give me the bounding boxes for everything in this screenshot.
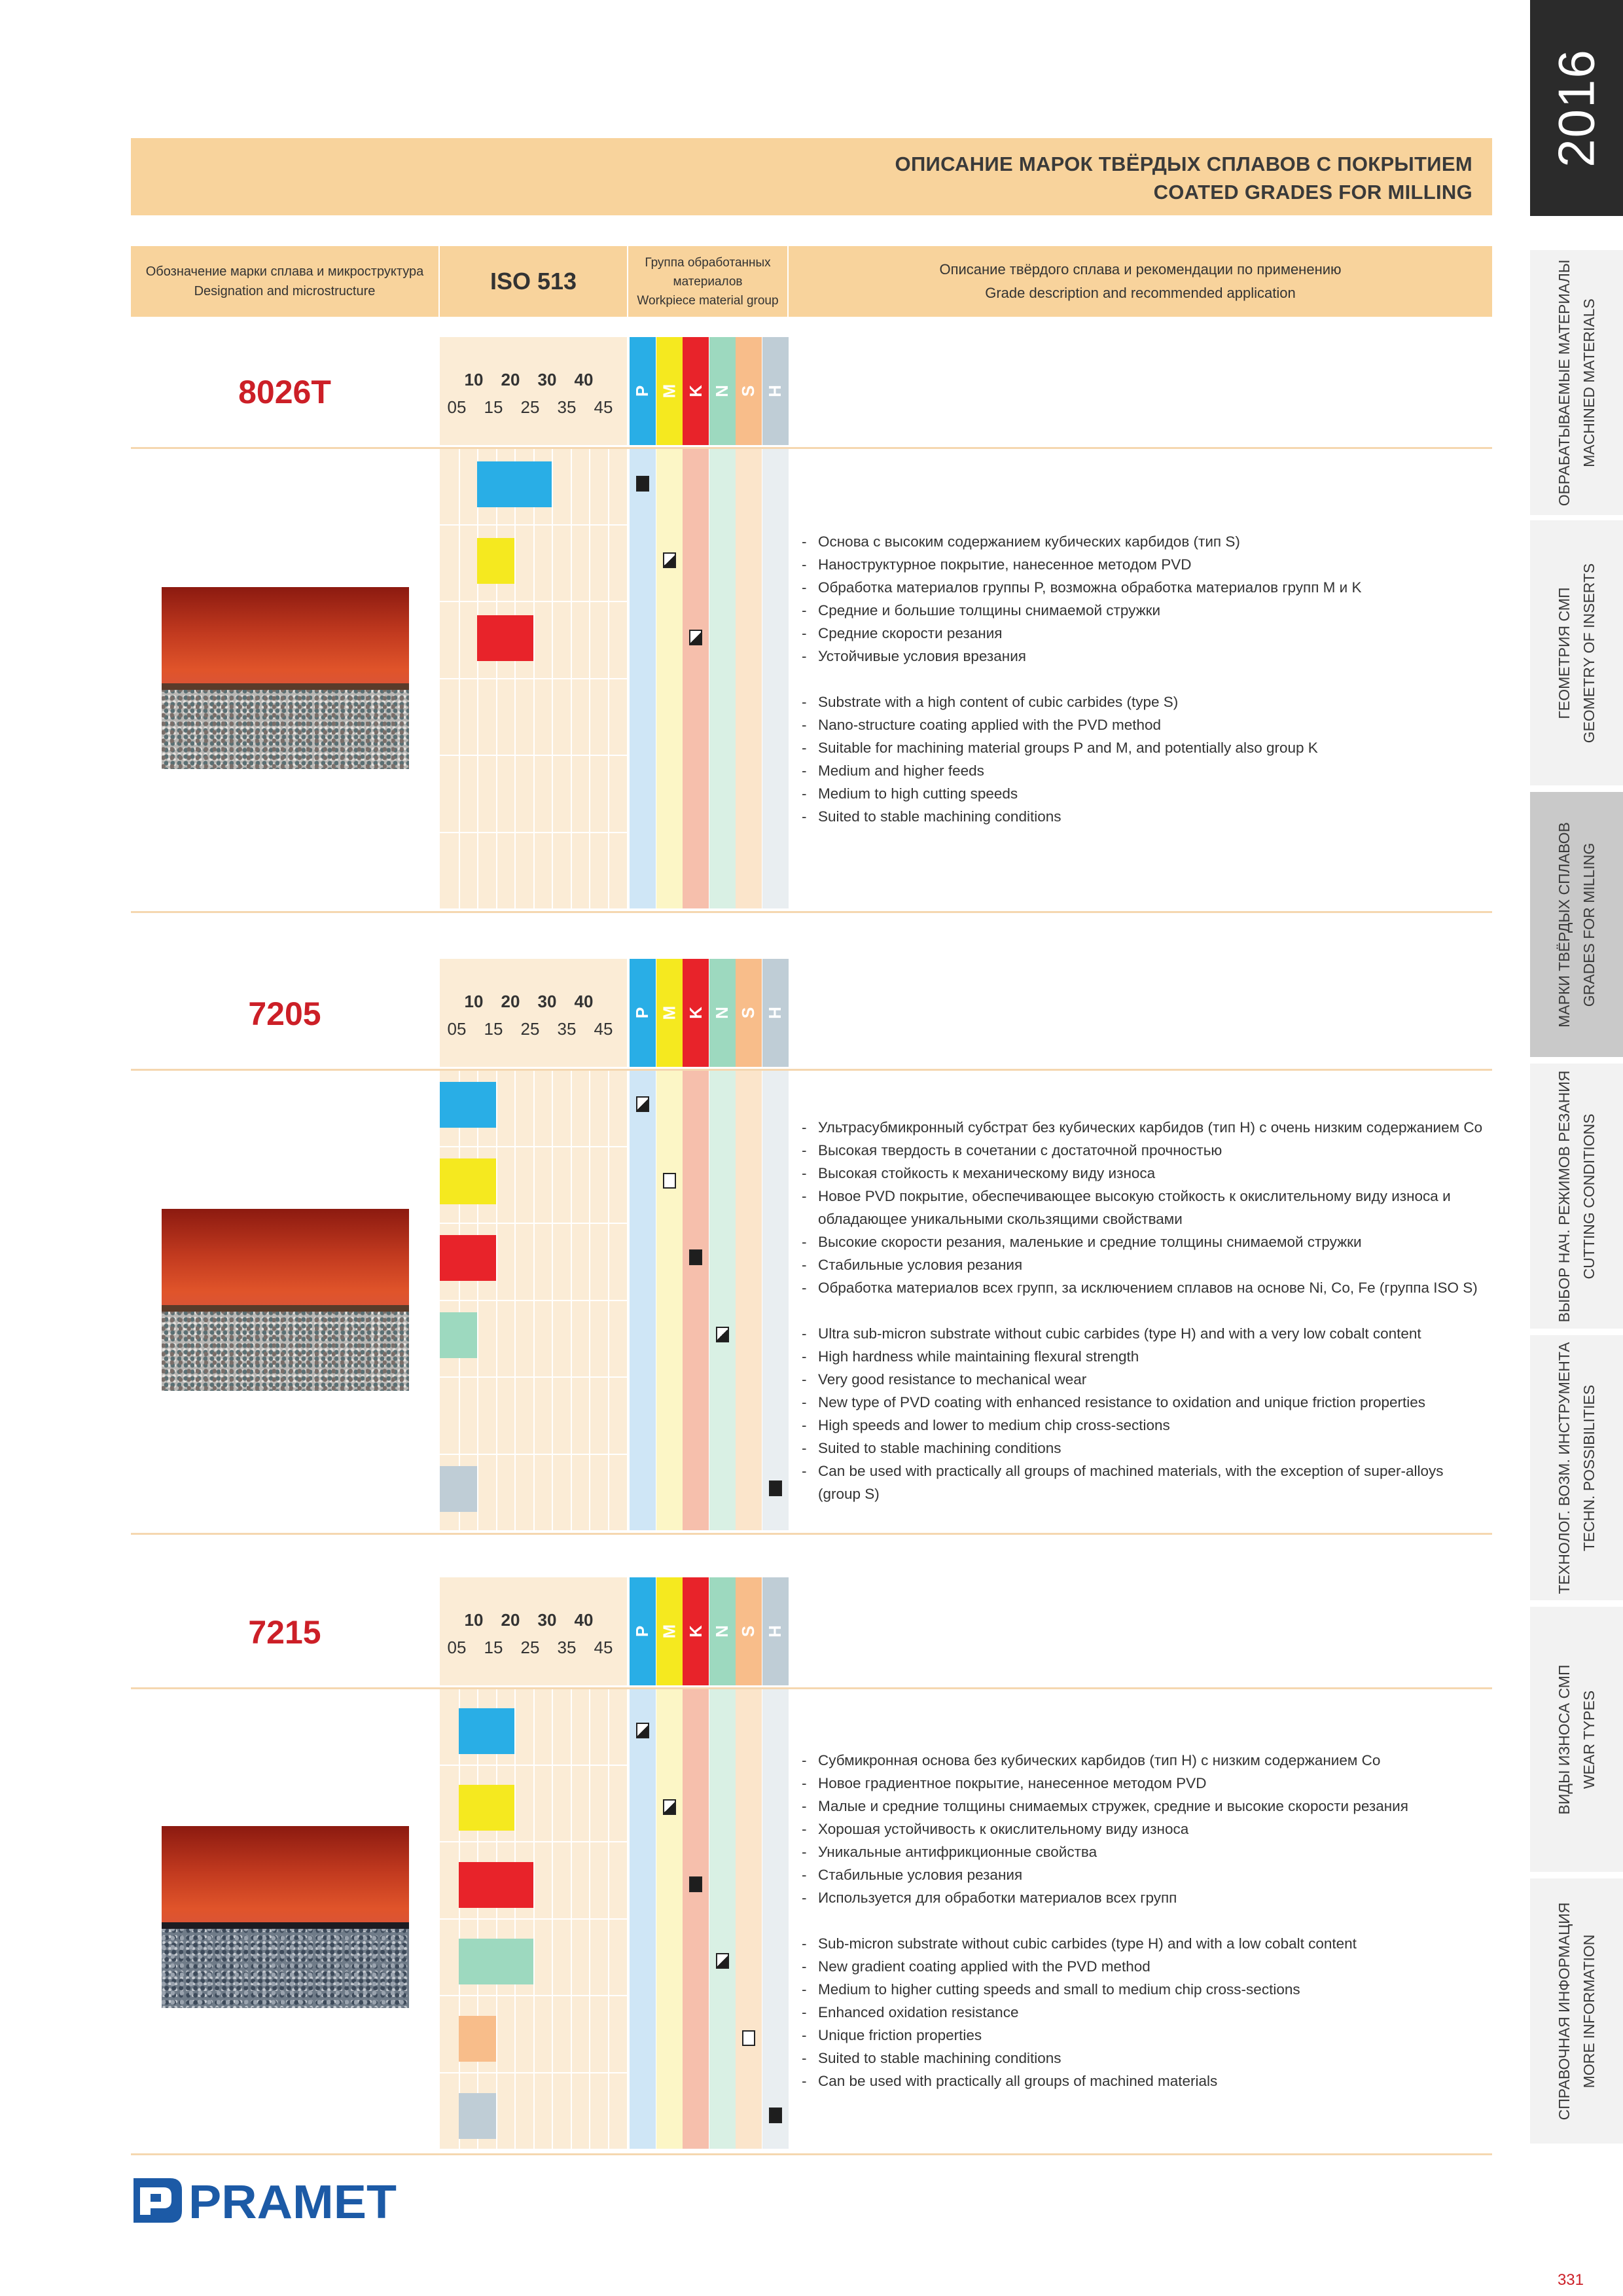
section-divider	[131, 1687, 1492, 1689]
description-ru-list	[802, 1116, 1489, 1299]
application-mark	[689, 630, 702, 645]
description-ru-list	[802, 530, 1489, 668]
material-group-letter: N	[712, 1007, 732, 1019]
material-group-column	[683, 1069, 709, 1530]
page-number: 331	[1557, 2271, 1584, 2289]
description-item: - Suited to stable machining conditions	[802, 1437, 1489, 1460]
iso-scale-tick: 10	[464, 370, 484, 389]
application-mark	[663, 552, 676, 568]
microstructure-image	[162, 587, 409, 769]
scale-header-bg	[440, 1577, 627, 1685]
description-item: - Very good resistance to mechanical wear	[802, 1368, 1489, 1391]
column-header-designation-en: Designation and microstructure	[194, 284, 376, 298]
grid-line	[440, 1376, 627, 1378]
material-group-letter: S	[738, 1007, 758, 1019]
description-item: - Высокая твердость в сочетании с достаточной прочностью	[802, 1139, 1489, 1162]
iso-scale-tick: 15	[484, 397, 503, 417]
column-header-description-en: Grade description and recommended application	[985, 285, 1296, 301]
material-group-header	[709, 337, 736, 445]
side-tab[interactable]	[1530, 1878, 1623, 2144]
column-header-designation	[131, 246, 438, 317]
grid-line	[440, 2072, 627, 2073]
description-item: - Малые и средние толщины снимаемых стружек, средние и высокие скорости резания	[802, 1795, 1489, 1818]
iso-scale-tick: 05	[447, 1019, 467, 1039]
iso-scale-bottom	[440, 397, 613, 417]
description-item: - Уникальные антифрикционные свойства	[802, 1840, 1489, 1863]
description-item: - Enhanced oxidation resistance	[802, 2001, 1489, 2024]
scale-header-bg	[440, 337, 627, 445]
description-item: - High speeds and lower to medium chip cross-sections	[802, 1414, 1489, 1437]
side-tab[interactable]	[1530, 1064, 1623, 1329]
side-tab-label-en: MACHINED MATERIALS	[1580, 298, 1597, 467]
side-tab[interactable]	[1530, 250, 1623, 515]
iso-scale-tick: 40	[574, 1610, 594, 1630]
iso-scale-tick: 20	[501, 992, 520, 1011]
description-item: - New gradient coating applied with the PVD method	[802, 1955, 1489, 1978]
column-header-iso	[440, 246, 627, 317]
side-tab[interactable]	[1530, 1607, 1623, 1872]
material-group-letter: M	[658, 1624, 679, 1639]
iso-scale-tick: 30	[537, 370, 557, 389]
grid-line	[440, 1995, 627, 1996]
description-item: - Nano-structure coating applied with the PVD method	[802, 713, 1489, 736]
description-item: - Хорошая устойчивость к окислительному виду износа	[802, 1818, 1489, 1840]
grid-line	[440, 1765, 627, 1766]
material-group-header	[683, 1577, 709, 1685]
iso-scale-top	[440, 1610, 607, 1630]
year-tab	[1530, 0, 1623, 216]
iso-range-bar	[459, 1708, 515, 1754]
material-group-header	[762, 337, 789, 445]
iso-range-bar	[440, 1312, 477, 1358]
iso-range-bar	[459, 1785, 515, 1831]
iso-range-bar	[477, 615, 533, 661]
iso-scale-tick: 35	[557, 397, 577, 417]
iso-scale-top	[440, 370, 607, 389]
description-item: - Основа с высоким содержанием кубических карбидов (тип S)	[802, 530, 1489, 553]
microstructure-image	[162, 1826, 409, 2008]
material-group-column	[630, 1069, 656, 1530]
side-tab-label-en: MORE INFORMATION	[1580, 1934, 1597, 2088]
description-item: - Medium and higher feeds	[802, 759, 1489, 782]
iso-scale-tick: 30	[537, 1610, 557, 1630]
side-tab-label-ru: ОБРАБАТЫВАЕМЫЕ МАТЕРИАЛЫ	[1556, 259, 1573, 506]
material-group-header	[736, 959, 762, 1067]
iso-range-bar	[459, 2093, 496, 2139]
side-tab[interactable]	[1530, 1335, 1623, 1600]
material-group-column	[709, 1069, 736, 1530]
material-group-letter: M	[658, 1005, 679, 1020]
pramet-logo-icon	[131, 2174, 399, 2227]
application-mark	[769, 2108, 782, 2123]
section-divider	[131, 911, 1492, 913]
description-item: - Medium to higher cutting speeds and small to medium chip cross-sections	[802, 1978, 1489, 2001]
iso-range-bar	[440, 1158, 496, 1204]
page-title-en: COATED GRADES FOR MILLING	[1153, 181, 1472, 204]
description-item: - New type of PVD coating with enhanced resistance to oxidation and unique friction properties	[802, 1391, 1489, 1414]
grid-line	[440, 1223, 627, 1224]
material-group-column	[709, 447, 736, 908]
material-group-header	[736, 1577, 762, 1685]
footer-divider	[131, 2153, 1492, 2155]
material-group-header	[736, 337, 762, 445]
material-group-column	[762, 1687, 789, 2149]
side-tab-label-ru: ТЕХНОЛОГ. ВОЗМ. ИНСТРУМЕНТА	[1556, 1342, 1573, 1594]
material-group-letter: P	[632, 1625, 652, 1638]
description-item: - Обработка материалов группы P, возможна обработка материалов групп M и K	[802, 576, 1489, 599]
material-group-letter: H	[765, 1007, 785, 1019]
iso-range-bar	[440, 1235, 496, 1281]
description-item: - Средние и большие толщины снимаемой стружки	[802, 599, 1489, 622]
side-tab-label-ru: МАРКИ ТВЁРДЫХ СПЛАВОВ	[1556, 821, 1573, 1028]
material-group-column	[656, 1687, 683, 2149]
grid-line	[440, 755, 627, 756]
iso-scale-tick: 05	[447, 1638, 467, 1657]
iso-scale-tick: 25	[520, 397, 540, 417]
application-mark	[689, 1249, 702, 1265]
grid-line	[440, 524, 627, 526]
material-group-header	[630, 1577, 656, 1685]
material-group-letter: S	[738, 385, 758, 397]
section-divider	[131, 447, 1492, 449]
iso-scale-tick: 20	[501, 1610, 520, 1630]
material-group-column	[736, 447, 762, 908]
application-mark	[769, 1480, 782, 1496]
column-header-designation-ru: Обозначение марки сплава и микроструктура	[145, 264, 424, 279]
description-item: - Substrate with a high content of cubic carbides (type S)	[802, 691, 1489, 713]
page-title-ru: ОПИСАНИЕ МАРОК ТВЁРДЫХ СПЛАВОВ С ПОКРЫТИЕМ	[895, 152, 1472, 175]
description-item: - Новое градиентное покрытие, нанесенное методом PVD	[802, 1772, 1489, 1795]
iso-scale-tick: 25	[520, 1019, 540, 1039]
description-item: - Sub-micron substrate without cubic carbides (type H) and with a low cobalt content	[802, 1932, 1489, 1955]
grid-line	[440, 601, 627, 602]
description-item: - Высокая стойкость к механическому виду износа	[802, 1162, 1489, 1185]
iso-range-bar	[459, 2016, 496, 2062]
scale-header-bg	[440, 959, 627, 1067]
microstructure-image	[162, 1209, 409, 1391]
iso-scale-tick: 45	[594, 1638, 613, 1657]
grade-description	[802, 1116, 1489, 1505]
iso-range-bar	[477, 461, 552, 507]
grade-name: 7215	[248, 1614, 321, 1651]
iso-scale-tick: 05	[447, 397, 467, 417]
year-label: 2016	[1547, 48, 1605, 168]
material-group-header	[630, 959, 656, 1067]
iso-scale-tick: 45	[594, 1019, 613, 1039]
side-tab-label-en: TECHN. POSSIBILITIES	[1580, 1384, 1597, 1551]
column-header-group-en: Workpiece material group	[637, 293, 779, 308]
material-group-header	[683, 959, 709, 1067]
application-mark	[636, 1096, 649, 1112]
side-tab-label-ru: ВЫБОР НАЧ. РЕЖИМОВ РЕЗАНИЯ	[1556, 1070, 1573, 1322]
material-group-letter: N	[712, 385, 732, 397]
iso-scale-tick: 25	[520, 1638, 540, 1657]
side-tab-label-ru: ГЕОМЕТРИЯ СМП	[1556, 586, 1573, 719]
description-item: - Средние скорости резания	[802, 622, 1489, 645]
material-group-header	[656, 1577, 683, 1685]
grid-line	[440, 832, 627, 833]
description-en-list	[802, 1322, 1489, 1505]
iso-scale-tick: 40	[574, 992, 594, 1011]
material-group-header	[709, 1577, 736, 1685]
application-mark	[689, 1876, 702, 1892]
iso-scale-tick: 15	[484, 1019, 503, 1039]
material-group-column	[709, 1687, 736, 2149]
material-group-column	[736, 1687, 762, 2149]
material-group-letter: P	[632, 385, 652, 397]
grid-line	[440, 1841, 627, 1842]
iso-range-bar	[459, 1939, 533, 1984]
material-group-column	[762, 1069, 789, 1530]
description-item: - Can be used with practically all groups of machined materials	[802, 2070, 1489, 2092]
application-mark	[716, 1327, 729, 1342]
description-item: - Стабильные условия резания	[802, 1863, 1489, 1886]
iso-range-bar	[477, 538, 514, 584]
material-group-header	[762, 959, 789, 1067]
description-item: - Стабильные условия резания	[802, 1253, 1489, 1276]
section-divider	[131, 1533, 1492, 1535]
material-group-letter: K	[685, 385, 705, 397]
material-group-letter: S	[738, 1625, 758, 1638]
side-tab[interactable]	[1530, 792, 1623, 1057]
iso-scale-tick: 35	[557, 1638, 577, 1657]
material-group-header	[683, 337, 709, 445]
material-group-column	[656, 447, 683, 908]
grid-line	[440, 1146, 627, 1147]
iso-range-bar	[440, 1466, 477, 1512]
material-group-column	[630, 1687, 656, 2149]
material-group-letter: K	[685, 1007, 705, 1019]
material-group-header	[709, 959, 736, 1067]
side-tab-label-en: GEOMETRY OF INSERTS	[1580, 563, 1597, 743]
grid-line	[440, 678, 627, 679]
iso-scale-tick: 15	[484, 1638, 503, 1657]
application-mark	[716, 1953, 729, 1969]
iso-scale-top	[440, 992, 607, 1011]
column-header-description	[789, 246, 1492, 317]
application-mark	[636, 1723, 649, 1738]
description-item: - Suited to stable machining conditions	[802, 805, 1489, 828]
material-group-header	[656, 959, 683, 1067]
grid-line	[440, 1454, 627, 1455]
column-header-group-ru-2: материалов	[673, 274, 743, 289]
iso-scale-tick: 10	[464, 1610, 484, 1630]
iso-scale-tick: 35	[557, 1019, 577, 1039]
side-tab-label-en: WEAR TYPES	[1580, 1690, 1597, 1789]
material-group-column	[630, 447, 656, 908]
side-tab-label-en: GRADES FOR MILLING	[1580, 842, 1597, 1007]
description-item: - Новое PVD покрытие, обеспечивающее высокую стойкость к окислительному виду износа и обладающее уникальными скользящими свойствами	[802, 1185, 1489, 1230]
iso-scale-bottom	[440, 1638, 613, 1657]
column-header-description-ru: Описание твёрдого сплава и рекомендации по применению	[939, 261, 1342, 278]
grid-line	[440, 1918, 627, 1920]
description-en-list	[802, 691, 1489, 828]
section-divider	[131, 1069, 1492, 1071]
column-header-group-ru-1: Группа обработанных	[645, 255, 771, 270]
pramet-logo	[131, 2174, 399, 2227]
material-group-letter: H	[765, 385, 785, 397]
material-group-column	[683, 447, 709, 908]
description-en-list	[802, 1932, 1489, 2092]
description-ru-list	[802, 1749, 1489, 1909]
grade-description	[802, 1749, 1489, 2092]
material-group-letter: M	[658, 384, 679, 399]
iso-scale-tick: 20	[501, 370, 520, 389]
description-item: - Ultra sub-micron substrate without cubic carbides (type H) and with a very low cobalt content	[802, 1322, 1489, 1345]
material-group-column	[762, 447, 789, 908]
application-mark	[663, 1173, 676, 1189]
column-header-group	[628, 246, 787, 317]
description-item: - Unique friction properties	[802, 2024, 1489, 2047]
material-group-column	[656, 1069, 683, 1530]
iso-range-bar	[440, 1082, 496, 1128]
iso-scale-bottom	[440, 1019, 613, 1039]
description-item: - Устойчивые условия врезания	[802, 645, 1489, 668]
logo-text: PRAMET	[188, 2176, 397, 2227]
side-tab-label-ru: СПРАВОЧНАЯ ИНФОРМАЦИЯ	[1556, 1902, 1573, 2120]
description-item: - Используется для обработки материалов всех групп	[802, 1886, 1489, 1909]
iso-scale-tick: 45	[594, 397, 613, 417]
material-group-letter: P	[632, 1007, 652, 1019]
column-header-iso-label: ISO 513	[490, 268, 577, 295]
material-group-header	[656, 337, 683, 445]
material-group-header	[762, 1577, 789, 1685]
side-tab[interactable]	[1530, 520, 1623, 785]
application-mark	[636, 476, 649, 492]
iso-range-bar	[459, 1862, 533, 1908]
iso-scale-tick: 40	[574, 370, 594, 389]
material-group-column	[683, 1687, 709, 2149]
description-item: - Can be used with practically all groups of machined materials, with the exception of super-alloys (group S)	[802, 1460, 1489, 1505]
description-item: - Medium to high cutting speeds	[802, 782, 1489, 805]
side-tab-label-ru: ВИДЫ ИЗНОСА СМП	[1556, 1664, 1573, 1815]
grid-line	[440, 1300, 627, 1301]
grade-name: 8026T	[238, 374, 331, 410]
application-mark	[742, 2030, 755, 2046]
application-mark	[663, 1799, 676, 1815]
material-group-column	[736, 1069, 762, 1530]
grade-name: 7205	[248, 996, 321, 1032]
material-group-header	[630, 337, 656, 445]
material-group-letter: H	[765, 1625, 785, 1638]
description-item: - Ультрасубмикронный субстрат без кубических карбидов (тип H) с очень низким содержанием Co	[802, 1116, 1489, 1139]
iso-scale-tick: 30	[537, 992, 557, 1011]
iso-scale-tick: 10	[464, 992, 484, 1011]
material-group-letter: N	[712, 1625, 732, 1638]
description-item: - Обработка материалов всех групп, за исключением сплавов на основе Ni, Co, Fe (группа ISO S)	[802, 1276, 1489, 1299]
description-item: - Высокие скорости резания, маленькие и средние толщины снимаемой стружки	[802, 1230, 1489, 1253]
description-item: - High hardness while maintaining flexural strength	[802, 1345, 1489, 1368]
description-item: - Наноструктурное покрытие, нанесенное методом PVD	[802, 553, 1489, 576]
description-item: - Suited to stable machining conditions	[802, 2047, 1489, 2070]
material-group-letter: K	[685, 1625, 705, 1638]
grade-description	[802, 530, 1489, 828]
title-band	[131, 138, 1492, 215]
description-item: - Suitable for machining material groups P and M, and potentially also group K	[802, 736, 1489, 759]
side-tab-label-en: CUTTING CONDITIONS	[1580, 1113, 1597, 1279]
description-item: - Субмикронная основа без кубических карбидов (тип H) с низким содержанием Co	[802, 1749, 1489, 1772]
